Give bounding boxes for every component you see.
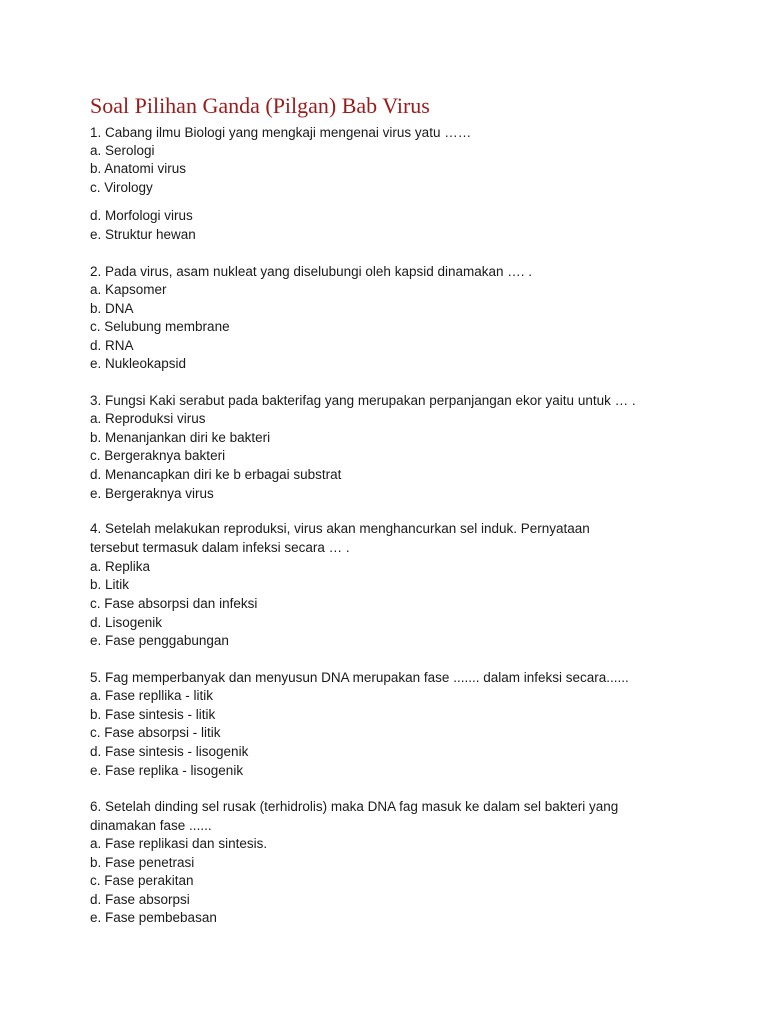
question-3-option-a: a. Reproduksi virus: [90, 411, 206, 426]
question-1-text: 1. Cabang ilmu Biologi yang mengkaji mengenai virus yatu ……: [90, 125, 472, 140]
document-title: Soal Pilihan Ganda (Pilgan) Bab Virus: [90, 93, 430, 118]
question-2-option-a: a. Kapsomer: [90, 282, 167, 297]
question-5-option-b: b. Fase sintesis - litik: [90, 707, 216, 722]
question-1-option-d: d. Morfologi virus: [90, 208, 193, 223]
question-6-option-b: b. Fase penetrasi: [90, 855, 195, 870]
question-4-option-c: c. Fase absorpsi dan infeksi: [90, 596, 258, 611]
question-4-text-line-1: 4. Setelah melakukan reproduksi, virus akan menghancurkan sel induk. Pernyataan: [90, 521, 590, 536]
question-2-option-c: c. Selubung membrane: [90, 319, 230, 334]
question-5-option-e: e. Fase replika - lisogenik: [90, 763, 244, 778]
question-4-text-line-2: tersebut termasuk dalam infeksi secara … .: [90, 540, 350, 555]
question-3-option-d: d. Menancapkan diri ke b erbagai substrat: [90, 467, 342, 482]
question-6-option-a: a. Fase replikasi dan sintesis.: [90, 836, 268, 851]
question-1-option-a: a. Serologi: [90, 143, 155, 158]
question-1-option-e: e. Struktur hewan: [90, 227, 196, 242]
question-2-option-b: b. DNA: [90, 301, 134, 316]
question-6-text-line-2: dinamakan fase ......: [90, 818, 212, 833]
question-6-text-line-1: 6. Setelah dinding sel rusak (terhidrolis) maka DNA fag masuk ke dalam sel bakteri yang: [90, 799, 619, 814]
question-4-option-b: b. Litik: [90, 577, 130, 592]
question-3-text: 3. Fungsi Kaki serabut pada bakterifag yang merupakan perpanjangan ekor yaitu untuk … .: [90, 393, 636, 408]
question-1-option-b: b. Anatomi virus: [90, 161, 187, 176]
question-5-option-a: a. Fase repllika - litik: [90, 688, 214, 703]
question-3-option-c: c. Bergeraknya bakteri: [90, 448, 226, 463]
question-5-option-d: d. Fase sintesis - lisogenik: [90, 744, 249, 759]
question-5-option-c: c. Fase absorpsi - litik: [90, 725, 221, 740]
question-4-option-d: d. Lisogenik: [90, 615, 163, 630]
question-6-option-e: e. Fase pembebasan: [90, 910, 217, 925]
question-2-text: 2. Pada virus, asam nukleat yang diselubungi oleh kapsid dinamakan …. .: [90, 264, 533, 279]
question-6-option-c: c. Fase perakitan: [90, 873, 194, 888]
question-4-option-a: a. Replika: [90, 559, 151, 574]
question-2-option-e: e. Nukleokapsid: [90, 356, 187, 371]
question-4-option-e: e. Fase penggabungan: [90, 633, 229, 648]
question-1-option-c: c. Virology: [90, 180, 153, 195]
question-3-option-b: b. Menanjankan diri ke bakteri: [90, 430, 271, 445]
question-3-option-e: e. Bergeraknya virus: [90, 486, 214, 501]
question-6-option-d: d. Fase absorpsi: [90, 892, 190, 907]
question-5-text: 5. Fag memperbanyak dan menyusun DNA merupakan fase ....... dalam infeksi secara......: [90, 670, 629, 685]
question-2-option-d: d. RNA: [90, 338, 134, 353]
